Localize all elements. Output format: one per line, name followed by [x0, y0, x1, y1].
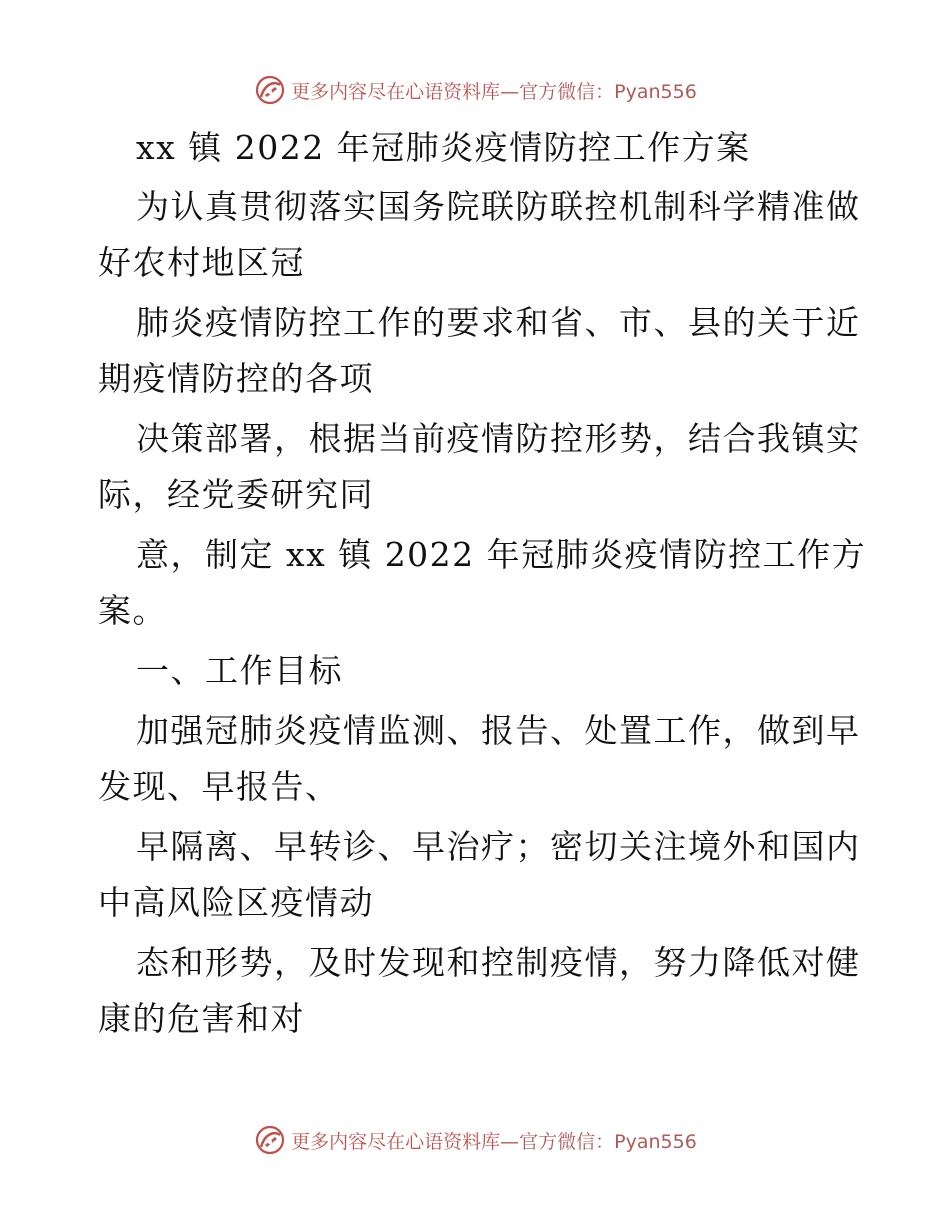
paragraph-line: 康的危害和对 [98, 999, 305, 1038]
paragraph-line: 际，经党委研究同 [98, 475, 374, 514]
paragraph-line: 早隔离、早转诊、早治疗；密切关注境外和国内 [136, 827, 861, 866]
banner-official-wechat: —官方微信：Pyan556 [500, 1130, 697, 1153]
banner-official-wechat: —官方微信：Pyan556 [500, 80, 697, 103]
paragraph-line: 决策部署，根据当前疫情防控形势，结合我镇实 [136, 419, 861, 458]
paragraph-line: 加强冠肺炎疫情监测、报告、处置工作，做到早 [136, 711, 861, 750]
section-heading: 一、工作目标 [136, 651, 343, 690]
paragraph-line: 为认真贯彻落实国务院联防联控机制科学精准做 [136, 187, 861, 226]
paragraph-line: 好农村地区冠 [98, 243, 305, 282]
paragraph-line: 肺炎疫情防控工作的要求和省、市、县的关于近 [136, 303, 861, 342]
paragraph-line: 中高风险区疫情动 [98, 883, 374, 922]
paragraph-line: 期疫情防控的各项 [98, 359, 374, 398]
paragraph-line: 案。 [98, 591, 167, 630]
paragraph-line: 发现、早报告、 [98, 767, 340, 806]
pen-swirl-logo-icon [253, 1123, 287, 1157]
document-title: xx 镇 2022 年冠肺炎疫情防控工作方案 [136, 128, 751, 167]
paragraph-line: 意，制定 xx 镇 2022 年冠肺炎疫情防控工作方 [136, 535, 867, 574]
banner-promo-text: 更多内容尽在心语资料库 [291, 1130, 501, 1153]
header-watermark-banner [0, 70, 950, 110]
pen-swirl-logo-icon [253, 73, 287, 107]
banner-promo-text: 更多内容尽在心语资料库 [291, 80, 501, 103]
footer-watermark-banner [0, 1120, 950, 1160]
paragraph-line: 态和形势，及时发现和控制疫情，努力降低对健 [136, 943, 861, 982]
